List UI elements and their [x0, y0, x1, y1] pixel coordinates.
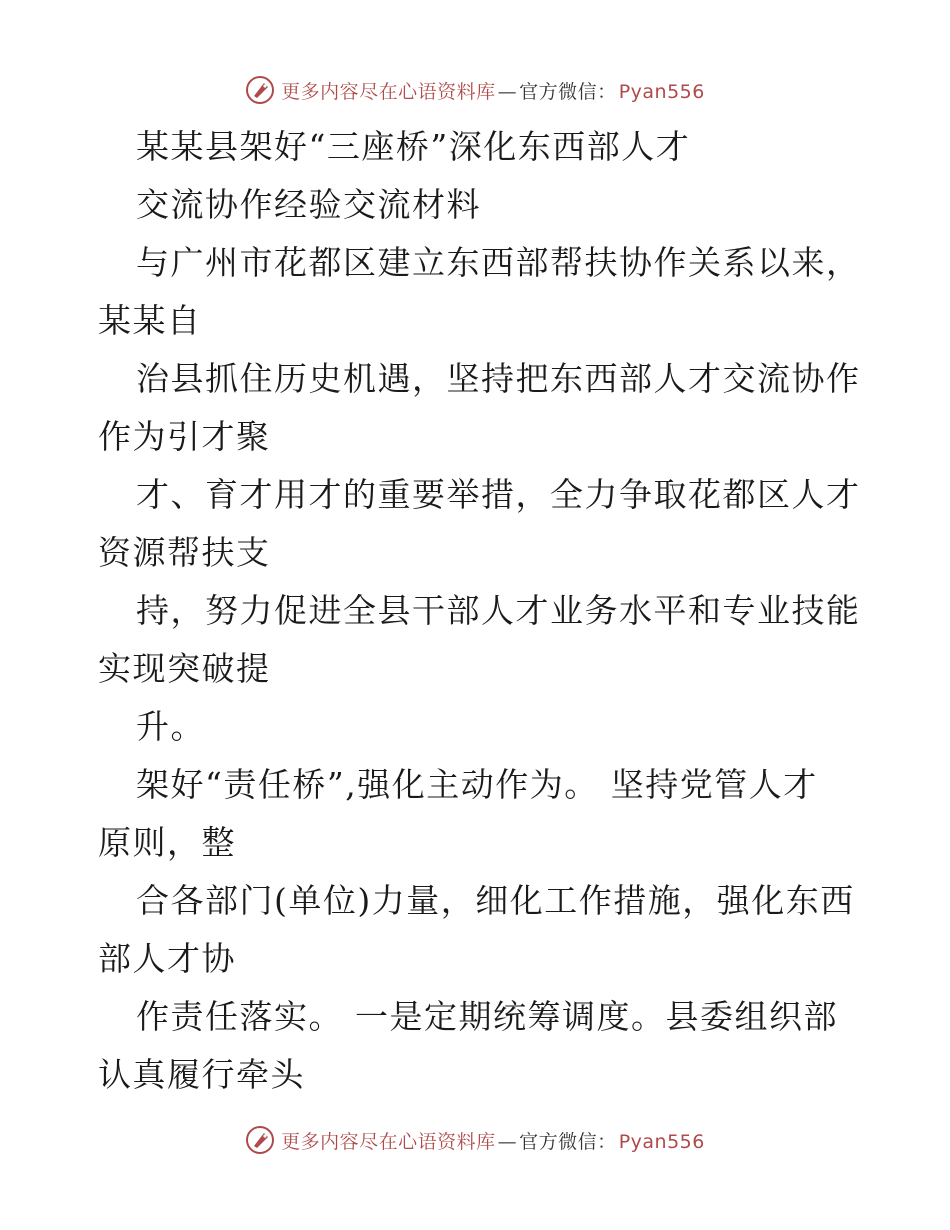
text-line: 原则，整 — [98, 823, 236, 862]
document-body — [98, 118, 861, 1104]
text-line: 实现突破提 — [98, 649, 271, 688]
watermark-separator: — — [497, 1130, 518, 1153]
footer-watermark — [0, 1120, 950, 1160]
header-watermark — [0, 70, 950, 110]
watermark-text — [281, 1127, 705, 1154]
text-line: 与广州市花都区建立东西部帮扶协作关系以来， — [136, 243, 861, 282]
watermark-wechat-id: Pyan556 — [618, 1130, 705, 1153]
text-line: 持，努力促进全县干部人才业务水平和专业技能 — [136, 591, 861, 630]
text-line: 某某自 — [98, 301, 202, 340]
text-line: 治县抓住历史机遇，坚持把东西部人才交流协作 — [136, 359, 861, 398]
pen-nib-logo-icon — [245, 1125, 275, 1155]
text-line: 交流协作经验交流材料 — [136, 185, 481, 224]
text-line: 架好“责任桥”,强化主动作为。 坚持党管人才 — [136, 765, 818, 804]
pen-nib-logo-icon — [245, 75, 275, 105]
text-line: 作责任落实。 一是定期统筹调度。县委组织部 — [136, 997, 838, 1036]
watermark-separator: — — [497, 80, 518, 103]
text-line: 认真履行牵头 — [98, 1055, 305, 1094]
text-line: 升。 — [136, 707, 205, 746]
watermark-wechat-id: Pyan556 — [618, 80, 705, 103]
watermark-wechat-label: 官方微信： — [519, 80, 617, 103]
watermark-wechat-label: 官方微信： — [519, 1130, 617, 1153]
text-line: 部人才协 — [98, 939, 236, 978]
text-line: 资源帮扶支 — [98, 533, 271, 572]
text-line: 才、育才用才的重要举措，全力争取花都区人才 — [136, 475, 861, 514]
watermark-brand: 更多内容尽在心语资料库 — [281, 80, 496, 103]
watermark-brand: 更多内容尽在心语资料库 — [281, 1130, 496, 1153]
text-line: 某某县架好“三座桥”深化东西部人才 — [136, 127, 691, 166]
text-line: 作为引才聚 — [98, 417, 271, 456]
watermark-text — [281, 77, 705, 104]
text-line: 合各部门(单位)力量，细化工作措施，强化东西 — [136, 881, 855, 920]
